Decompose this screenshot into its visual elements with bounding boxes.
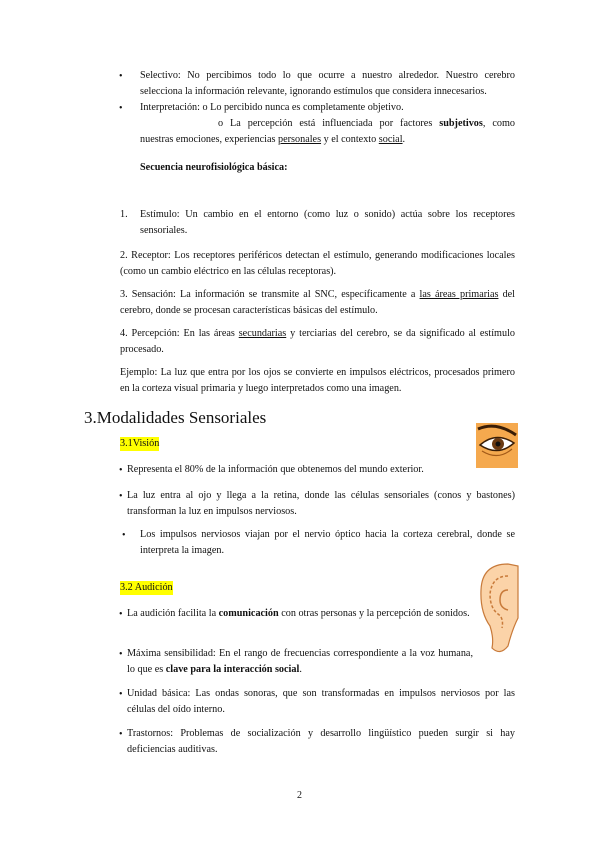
bullet-text: No percibimos todo lo que ocurre a nuestro alrededor. Nuestro cerebro selecciona la información relevante, ignorando estímulos que considera innecesarios. xyxy=(140,70,515,97)
bullet-dot: • xyxy=(119,71,123,82)
bullet-dot: • xyxy=(119,465,123,476)
audition-title: 3.2 Audición xyxy=(120,582,173,593)
underlined-areas-primarias: las áreas primarias xyxy=(419,289,499,300)
step-receptor: 2. Receptor: Los receptores periféricos detectan el estímulo, generando modificaciones locales (como un cambio eléctrico en las células receptoras). xyxy=(120,250,515,277)
audition-bullet-4: Trastornos: Problemas de socialización y desarrollo lingüístico pueden surgir si hay deficiencias auditivas. xyxy=(127,728,515,755)
underlined-secundarias: secundarias xyxy=(238,328,287,339)
bullet-label: Interpretación: xyxy=(140,102,200,113)
bullet-dot: • xyxy=(119,103,123,114)
audition-bullet-2: Máxima sensibilidad: En el rango de frecuencias correspondiente a la voz humana, lo que es clave para la interacción social. xyxy=(127,648,473,675)
bullet-selectivo xyxy=(140,68,515,100)
ear-image xyxy=(478,560,520,656)
page-number: 2 xyxy=(297,790,302,801)
vision-bullet-3: Los impulsos nerviosos viajan por el nervio óptico hacia la corteza cerebral, donde se interpreta la imagen. xyxy=(140,529,515,556)
step-estimulo: Estímulo: Un cambio en el entorno (como luz o sonido) actúa sobre los receptores sensoriales. xyxy=(140,209,515,236)
bullet-dot: • xyxy=(119,491,123,502)
audition-bullet-3: Unidad básica: Las ondas sonoras, que son transformadas en impulsos nerviosos por las células del oído interno. xyxy=(127,688,515,715)
section-title: 3.Modalidades Sensoriales xyxy=(84,408,267,427)
bold-subjetivos: subjetivos xyxy=(439,118,483,129)
example-paragraph: Ejemplo: La luz que entra por los ojos se convierte en impulsos eléctricos, procesados primero en la corteza visual primaria y luego interpretados como una imagen. xyxy=(120,367,515,394)
bold-clave-interaccion: clave para la interacción social xyxy=(165,664,300,675)
bullet-dot: • xyxy=(119,729,123,740)
underlined-social: social xyxy=(378,134,403,145)
vision-bullet-2: La luz entra al ojo y llega a la retina, donde las células sensoriales (conos y bastones) transforman la luz en impulsos nerviosos. xyxy=(127,490,515,517)
bullet-dot: • xyxy=(119,609,123,620)
bullet-dot: • xyxy=(119,689,123,700)
step-sensacion: 3. Sensación: La información se transmite al SNC, específicamente a las áreas primarias del cerebro, donde se procesan características básicas del estímulo. xyxy=(120,289,516,316)
audition-bullet-1: La audición facilita la comunicación con otras personas y la percepción de sonidos. xyxy=(127,608,470,619)
step-number: 1. xyxy=(120,209,128,220)
underlined-personales: personales xyxy=(278,134,322,145)
bullet-dot: • xyxy=(122,530,126,541)
vision-title: 3.1Visión xyxy=(120,438,160,449)
sequence-heading: Secuencia neurofisiológica básica: xyxy=(140,162,288,173)
bold-comunicacion: comunicación xyxy=(218,608,279,619)
bullet-interpretacion xyxy=(140,100,515,116)
vision-bullet-1: Representa el 80% de la información que obtenemos del mundo exterior. xyxy=(127,464,424,475)
interpretation-subpoint: o La percepción está influenciada por factores subjetivos, como nuestras emociones, experiencias personales y el contexto social. xyxy=(140,118,516,145)
bullet-text: o Lo percibido nunca es completamente objetivo. xyxy=(202,102,404,113)
bullet-dot: • xyxy=(119,649,123,660)
step-percepcion: 4. Percepción: En las áreas secundarias y terciarias del cerebro, se da significado al estímulo procesado. xyxy=(120,328,515,355)
bullet-label: Selectivo: xyxy=(140,70,181,81)
